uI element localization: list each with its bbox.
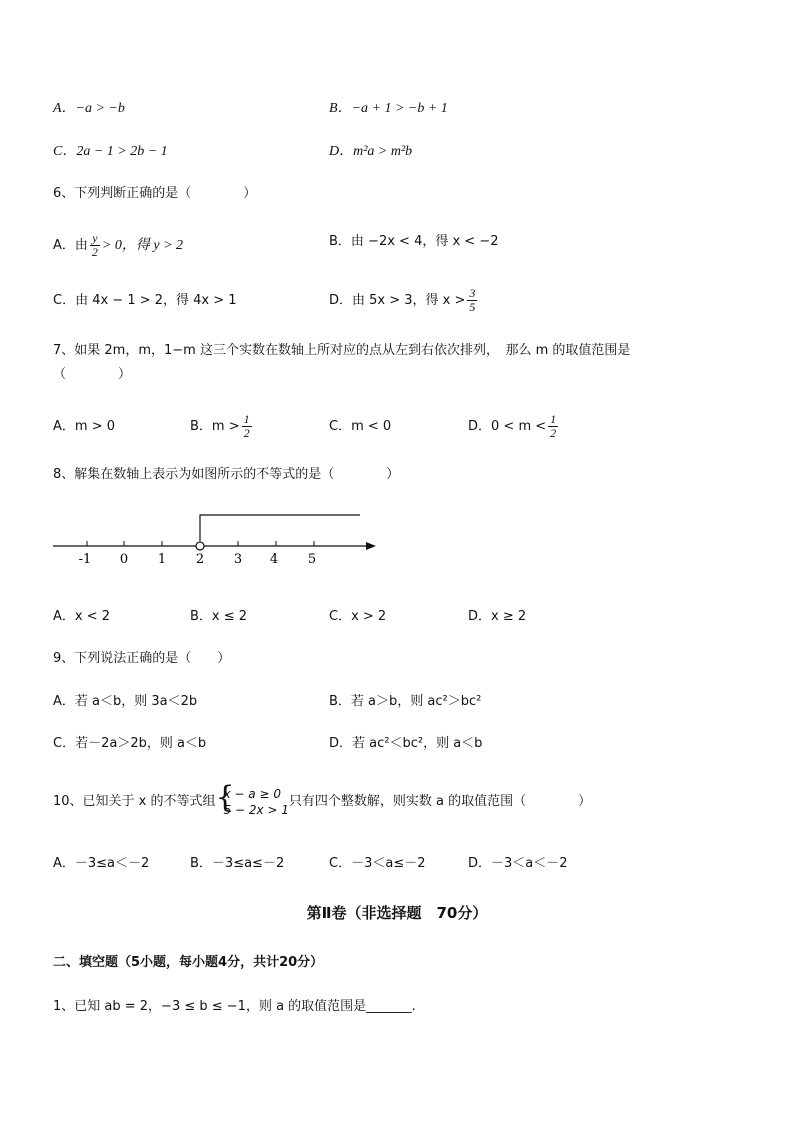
q5-option-c: C．2a − 1 > 2b − 1 [53, 144, 168, 159]
q9-option-c: C．若－2a＞2b，则 a＜b [53, 736, 207, 751]
q10-option-d: D．－3＜a＜－2 [468, 856, 568, 871]
q9-option-b: B．若 a＞b，则 ac²＞bc² [329, 694, 482, 709]
q7-stem-paren: （ ） [53, 367, 132, 382]
open-endpoint [196, 542, 204, 550]
tick-label: 4 [269, 552, 279, 567]
q6-stem: 6、下列判断正确的是（ ） [53, 186, 257, 201]
q6-option-a: A．由 $\frac{y}{2}$ > 0，得 y > 2 [53, 231, 184, 259]
tick-label: 3 [233, 552, 243, 567]
part-heading: 二、填空题（5小题，每小题4分，共计20分） [53, 955, 324, 970]
number-line-figure [50, 508, 380, 570]
tick-label: 1 [157, 552, 167, 567]
q10-option-a: A．－3≤a＜－2 [53, 856, 150, 871]
tick-label: 2 [195, 552, 205, 567]
q8-option-c: C．x > 2 [329, 609, 387, 624]
tick-label: -1 [78, 552, 92, 567]
q7-option-b: B．m > $\frac{1}{2}$ [190, 412, 250, 440]
q9-option-a: A．若 a＜b，则 3a＜2b [53, 694, 198, 709]
q10-stem: 10、已知关于 x 的不等式组 { x − a ≥ 0 5 − 2x > 1 只有四个整数解，则实数 a 的取值范围（ ） [53, 779, 592, 817]
q7-stem: 7、如果 2m，m，1−m 这三个实数在数轴上所对应的点从左到右依次排列， 那么 m 的取值范围是 [53, 343, 631, 358]
q5-option-b: B．−a + 1 > −b + 1 [329, 101, 448, 116]
q9-option-d: D．若 ac²＜bc²，则 a＜b [329, 736, 483, 751]
q8-option-a: A．x < 2 [53, 609, 111, 624]
q8-option-d: D．x ≥ 2 [468, 609, 527, 624]
number-line-arrow [366, 542, 376, 550]
tick-label: 0 [119, 552, 129, 567]
q7-option-c: C．m < 0 [329, 419, 392, 434]
q5-option-a: A．−a > −b [53, 101, 125, 116]
q7-option-d: D．0 < m < $\frac{1}{2}$ [468, 412, 557, 440]
solution-bracket [200, 515, 360, 541]
q9-stem: 9、下列说法正确的是（ ） [53, 651, 231, 666]
q5-option-d: D．m²a > m²b [329, 144, 413, 159]
q6-option-d: D．由 5x > 3，得 x > $\frac{3}{5}$ [329, 286, 476, 314]
section-title: 第Ⅱ卷（非选择题 70分） [306, 904, 488, 922]
q10-option-c: C．－3＜a≤－2 [329, 856, 426, 871]
q8-option-b: B．x ≤ 2 [190, 609, 248, 624]
q6-option-c: C．由 4x − 1 > 2，得 4x > 1 [53, 293, 237, 308]
q6-option-b: B．由 −2x < 4，得 x < −2 [329, 234, 499, 249]
inequality-system: { x − a ≥ 0 5 − 2x > 1 [215, 779, 289, 817]
tick-label: 5 [307, 552, 317, 567]
fill-question-1: 1、已知 ab = 2，−3 ≤ b ≤ −1，则 a 的取值范围是_______. [53, 999, 416, 1014]
q8-stem: 8、解集在数轴上表示为如图所示的不等式的是（ ） [53, 467, 400, 482]
q7-option-a: A．m > 0 [53, 419, 115, 434]
q10-option-b: B．－3≤a≤－2 [190, 856, 285, 871]
